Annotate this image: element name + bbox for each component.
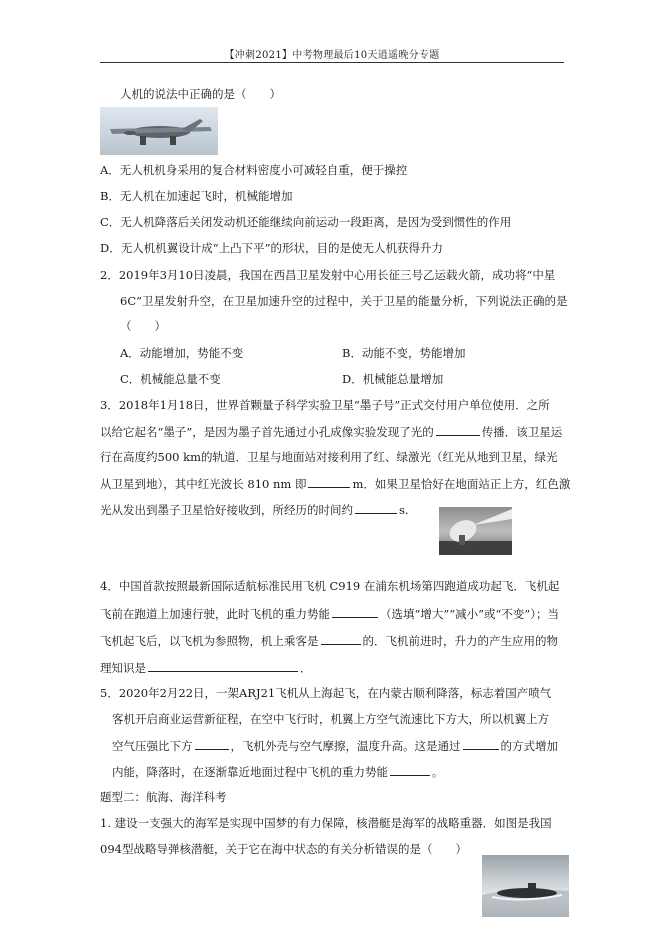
q3-line-4-text-a: 从卫星到地），其中红光波长 810 nm 即 (100, 477, 307, 491)
q2-line-2: 6C”卫星发射升空，在卫星加速升空的过程中，关于卫星的能量分析，下列说法正确的是 (120, 294, 568, 308)
header-rule (100, 62, 564, 63)
q5-line-2: 客机开启商业运营新征程，在空中飞行时，机翼上方空气流速比下方大，所以机翼上方 (112, 712, 549, 726)
q5-line-4-text-b: 。 (432, 765, 444, 779)
question-intro: 人机的说法中正确的是（ ） (120, 87, 281, 101)
q2-option-d: D．机械能总量增加 (342, 372, 444, 386)
q3-line-5-text-b: s. (399, 503, 409, 517)
q4-line-2-text-b: （选填“增大”“减小”或“不变”）；当 (380, 607, 560, 621)
q3-line-5 (100, 501, 409, 518)
q5-blank-2[interactable] (463, 737, 499, 750)
q4-line-3-text-b: 的．飞机前进时，升力的产生应用的物 (362, 634, 558, 648)
page-header: 【冲刺2021】中考物理最后10天逍遥晚分专题 (224, 50, 440, 61)
s2-q1-line-2: 094型战略导弹核潜艇，关于它在海中状态的有关分析错误的是（ ） (100, 842, 467, 856)
q5-line-4-text-a: 内能，降落时，在逐渐靠近地面过程中飞机的重力势能 (112, 765, 388, 779)
q4-line-4 (100, 659, 312, 676)
q2-line-3: （ ） (120, 319, 166, 333)
q5-line-3-text-a: 空气压强比下方 (112, 739, 193, 753)
section-2-title: 题型二：航海、海洋科考 (100, 790, 227, 804)
q3-line-2-text-a: 以给它起名“墨子”，是因为墨子首先通过小孔成像实验发现了光的 (100, 425, 434, 439)
s2-q1-line-1: 1. 建设一支强大的海军是实现中国梦的有力保障，核潜艇是海军的战略重器．如图是我国 (100, 816, 552, 830)
q1-option-c: C．无人机降落后关闭发动机还能继续向前运动一段距离，是因为受到惯性的作用 (100, 215, 512, 229)
q2-option-c: C．机械能总量不变 (120, 372, 221, 386)
q3-line-3: 行在高度约500 km的轨道．卫星与地面站对接利用了红、绿激光（红光从地到卫星，绿光 (100, 450, 558, 464)
q5-line-1: 5．2020年2月22日，一架ARJ21飞机从上海起飞，在内蒙古顺利降落，标志着国产喷气 (100, 686, 552, 700)
q5-blank-1[interactable] (195, 737, 229, 750)
q3-blank-2[interactable] (308, 475, 350, 488)
q4-line-3-text-a: 飞机起飞后，以飞机为参照物，机上乘客是 (100, 634, 319, 648)
q1-option-b: B．无人机在加速起飞时，机械能增加 (100, 189, 293, 203)
q4-line-4-text-a: 理知识是 (100, 661, 146, 675)
q5-blank-3[interactable] (390, 763, 430, 776)
q3-line-2-text-b: 传播．该卫星运 (481, 425, 563, 439)
q3-blank-3[interactable] (355, 501, 397, 514)
q2-option-b: B．动能不变，势能增加 (342, 346, 466, 360)
q3-line-1: 3．2018年1月18日，世界首颗量子科学实验卫星“墨子号”正式交付用户单位使用．之所 (100, 398, 550, 412)
q5-line-3-text-c: 的方式增加 (500, 739, 558, 753)
q4-line-4-text-b: ． (300, 661, 312, 675)
q4-line-2-text-a: 飞前在跑道上加速行驶，此时飞机的重力势能 (100, 607, 330, 621)
q4-line-3 (100, 632, 558, 649)
q4-blank-1[interactable] (332, 605, 378, 618)
q4-blank-3[interactable] (148, 659, 298, 672)
drone-image (100, 107, 218, 155)
q3-line-2 (100, 423, 562, 440)
q3-blank-1[interactable] (436, 423, 480, 436)
q2-option-a: A．动能增加，势能不变 (120, 346, 244, 360)
q4-line-2 (100, 605, 559, 622)
submarine-image (482, 855, 569, 917)
ground-station-image (439, 507, 512, 555)
q5-line-3-text-b: ，飞机外壳与空气摩擦，温度升高。这是通过 (230, 739, 461, 753)
q1-option-d: D．无人机机翼设计成“上凸下平”的形状，目的是使无人机获得升力 (100, 241, 443, 255)
q5-line-4 (112, 763, 444, 780)
q4-blank-2[interactable] (321, 632, 361, 645)
q3-line-4-text-b: m．如果卫星恰好在地面站正上方，红色激 (352, 477, 571, 491)
q4-line-1: 4．中国首款按照最新国际适航标准民用飞机 C919 在浦东机场第四跑道成功起飞．飞机起 (100, 579, 560, 593)
q5-line-3 (112, 737, 558, 754)
q1-option-a: A．无人机机身采用的复合材料密度小可减轻自重，便于操控 (100, 163, 408, 177)
q2-line-1: 2．2019年3月10日凌晨，我国在西昌卫星发射中心用长征三号乙运载火箭，成功将“中星 (100, 268, 556, 282)
q3-line-4 (100, 475, 570, 492)
q3-line-5-text-a: 光从发出到墨子卫星恰好接收到，所经历的时间约 (100, 503, 353, 517)
